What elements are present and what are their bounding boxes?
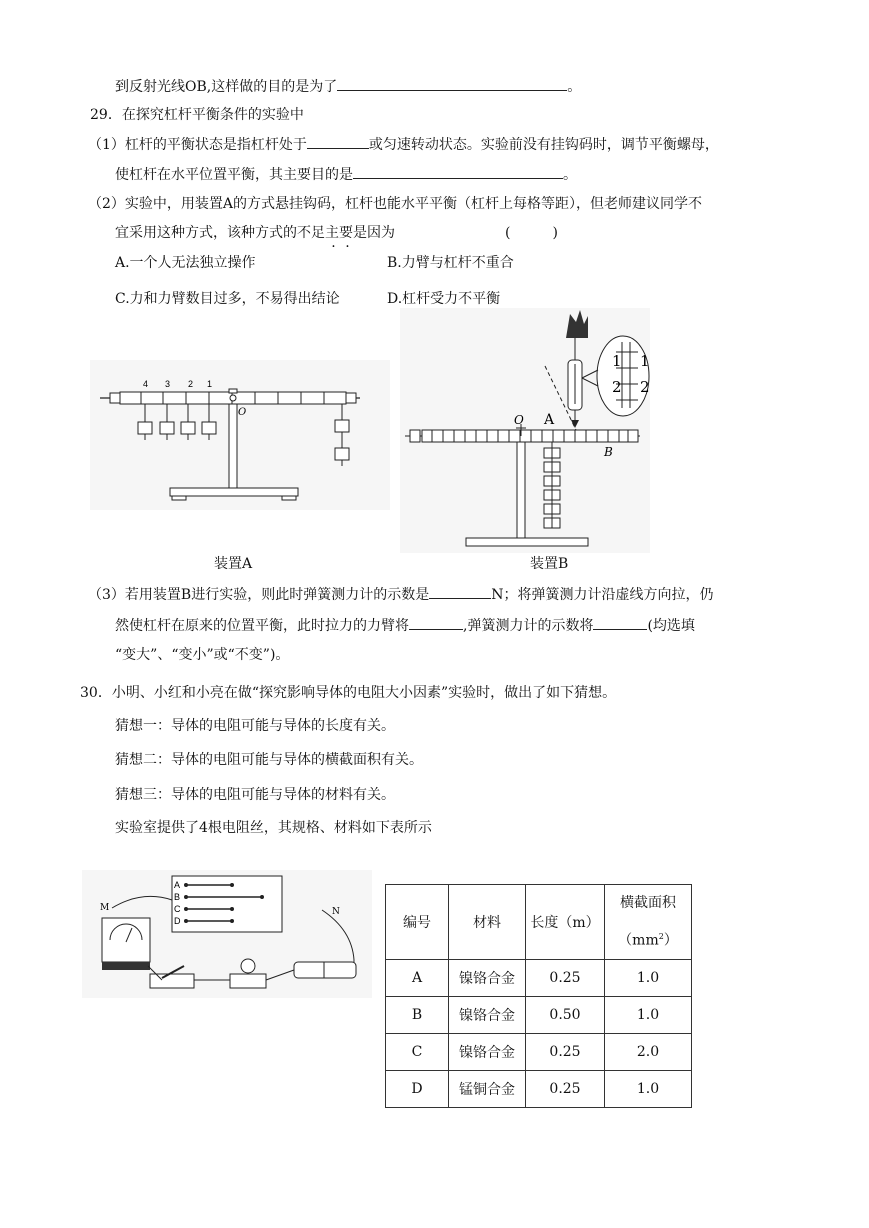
table-row — [386, 996, 692, 1033]
cell: 镍铬合金 — [449, 959, 526, 996]
option-c: C.力和力臂数目过多，不易得出结论 — [115, 291, 340, 307]
emphasis-dot-char: 要 — [339, 225, 353, 241]
option-d: D.杠杆受力不平衡 — [387, 291, 501, 307]
col-header-text: ） — [663, 932, 678, 949]
battery — [294, 962, 356, 978]
scale-number: 1 — [640, 352, 650, 370]
col-header: 材料 — [449, 885, 526, 960]
cell: 1.0 — [605, 996, 692, 1033]
cell: 镍铬合金 — [449, 1033, 526, 1070]
cell: 1.0 — [605, 1070, 692, 1107]
col-header: 长度（m） — [526, 885, 605, 960]
wire-label: B — [174, 892, 181, 902]
blank — [337, 76, 567, 91]
pivot-label: O — [238, 407, 247, 418]
blank — [353, 164, 563, 179]
text: 。 — [567, 79, 582, 95]
table-header-row — [386, 885, 692, 960]
bulb-icon — [241, 959, 255, 973]
table-row — [386, 959, 692, 996]
col-header: 编号 — [386, 885, 449, 960]
lever-device-b — [400, 308, 650, 553]
text: ,弹簧测力计的示数将 — [463, 618, 594, 634]
tick-label: 2 — [188, 379, 194, 389]
col-header — [605, 885, 692, 960]
text: 或匀速转动状态。实验前没有挂钩码时，调节平衡螺母， — [368, 137, 719, 153]
cell: 锰铜合金 — [449, 1070, 526, 1107]
cell: 镍铬合金 — [449, 996, 526, 1033]
text: N；将弹簧测力计沿虚线方向拉，仍 — [491, 587, 714, 603]
caption-device-b: 装置B — [530, 556, 569, 572]
point-a-label: A — [544, 412, 555, 428]
text-line: 实验室提供了4根电阻丝，其规格、材料如下表所示 — [115, 820, 432, 836]
guess-2: 猜想二：导体的电阻可能与导体的横截面积有关。 — [115, 752, 423, 768]
cell: 1.0 — [605, 959, 692, 996]
cell: D — [386, 1070, 449, 1107]
text-line — [115, 223, 558, 243]
text: 宜采用这种方式，该种方式的不足 — [115, 225, 325, 241]
scale-number: 2 — [640, 378, 650, 396]
wire-label: C — [174, 904, 181, 914]
blank — [409, 615, 463, 630]
text-line: （2）实验中，用装置A的方式悬挂钩码，杠杆也能水平平衡（杠杆上每格等距），但老师建议同学不 — [88, 196, 703, 212]
text-line — [88, 134, 719, 155]
text-line — [88, 584, 713, 605]
blank — [307, 134, 369, 149]
tick-label: 3 — [165, 379, 171, 389]
terminal-n-label: N — [332, 907, 340, 917]
option-b: B.力臂与杠杆不重合 — [387, 255, 514, 271]
text-line — [115, 76, 581, 97]
scale-number: 1 — [612, 352, 622, 370]
guess-1: 猜想一：导体的电阻可能与导体的长度有关。 — [115, 718, 395, 734]
scale-number: 2 — [612, 378, 622, 396]
pivot-label: O — [514, 413, 524, 427]
guess-3: 猜想三：导体的电阻可能与导体的材料有关。 — [115, 787, 395, 803]
scale-zoom — [597, 336, 649, 416]
cell: 0.50 — [526, 996, 605, 1033]
wire-label: A — [174, 880, 181, 890]
text: （3）若用装置B进行实验，则此时弹簧测力计的示数是 — [88, 587, 430, 603]
text: （1）杠杆的平衡状态是指杠杆处于 — [88, 137, 307, 153]
col-header-text: 横截面积 — [620, 895, 676, 911]
table-row — [386, 1070, 692, 1107]
option-a: A.一个人无法独立操作 — [115, 255, 256, 271]
caption-device-a: 装置A — [214, 556, 253, 572]
text-line — [115, 615, 695, 636]
resistance-wire-table — [385, 884, 692, 1108]
terminal-m-label: M — [100, 903, 110, 913]
question-30-title: 30．小明、小红和小亮在做“探究影响导体的电阻大小因素”实验时，做出了如下猜想。 — [80, 685, 617, 701]
lever-device-a — [90, 360, 390, 510]
text-line — [115, 164, 577, 185]
blank — [429, 584, 491, 599]
text: 然使杠杆在原来的位置平衡，此时拉力的力臂将 — [115, 618, 409, 634]
text: 使杠杆在水平位置平衡，其主要目的是 — [115, 167, 353, 183]
tick-label: 4 — [143, 379, 149, 389]
cell: B — [386, 996, 449, 1033]
cell: 0.25 — [526, 959, 605, 996]
cell: C — [386, 1033, 449, 1070]
answer-paren: ( ) — [505, 225, 558, 241]
text: (均选填 — [647, 618, 695, 634]
cell: 2.0 — [605, 1033, 692, 1070]
circuit-diagram — [82, 870, 372, 998]
blank — [593, 615, 647, 630]
col-header-sup: 2 — [658, 932, 664, 941]
bulb-base — [230, 974, 266, 988]
cell: 0.25 — [526, 1070, 605, 1107]
question-29-title: 29．在探究杠杆平衡条件的实验中 — [90, 107, 304, 123]
text: 到反射光线OB,这样做的目的是为了 — [115, 79, 338, 95]
col-header-text: （mm — [618, 932, 659, 949]
tick-label: 1 — [207, 379, 213, 389]
text: 。 — [563, 167, 577, 183]
table-row — [386, 1033, 692, 1070]
text-line: “变大”、“变小”或“不变”)。 — [115, 647, 290, 663]
ammeter — [102, 918, 150, 962]
emphasis-dot-char: 主 — [325, 225, 339, 241]
switch — [150, 974, 194, 988]
text: 是因为 — [353, 225, 395, 241]
cell: 0.25 — [526, 1033, 605, 1070]
point-b-label: B — [604, 445, 613, 459]
wire-label: D — [174, 916, 181, 926]
cell: A — [386, 959, 449, 996]
